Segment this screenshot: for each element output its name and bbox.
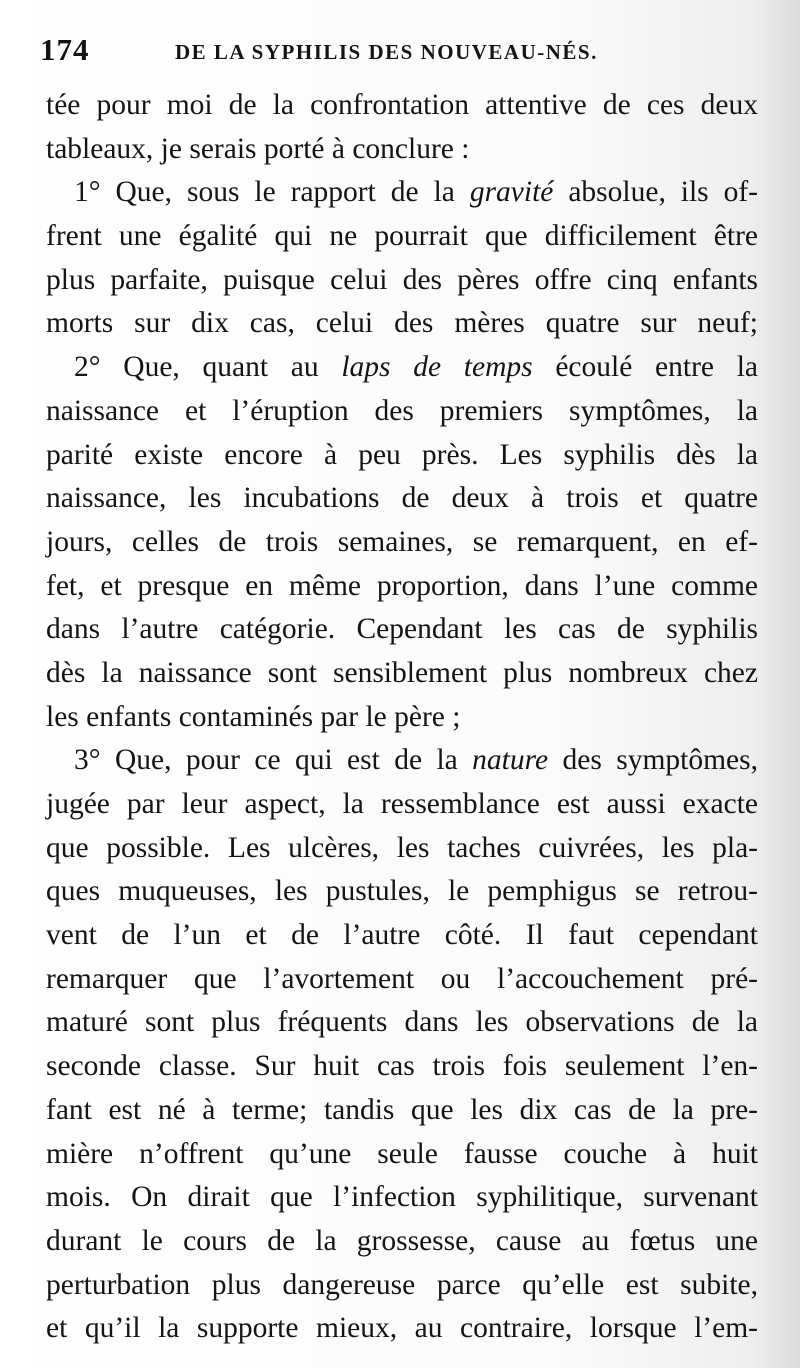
text-line xyxy=(46,827,758,871)
text-segment: écoulé entre la xyxy=(532,351,758,384)
text-segment: parité existe encore à peu près. Les syphilis dès la xyxy=(46,438,758,471)
text-line xyxy=(46,652,758,696)
text-line xyxy=(46,390,758,434)
text-segment: perturbation plus dangereuse parce qu’elle est subite, xyxy=(46,1268,758,1301)
text-line xyxy=(46,1133,758,1177)
text-segment: remarquer que l’avortement ou l’accouchement pré- xyxy=(46,962,758,995)
text-line xyxy=(46,346,758,390)
text-line xyxy=(46,302,758,346)
text-line-content xyxy=(46,565,758,609)
text-segment: frent une égalité qui ne pourrait que difficilement être xyxy=(46,220,758,253)
text-segment: durant le cours de la grossesse, cause au fœtus une xyxy=(46,1224,758,1257)
text-segment: mière n’offrent qu’une seule fausse couche à huit xyxy=(46,1137,758,1170)
text-line xyxy=(46,215,758,259)
text-line-content xyxy=(74,171,758,215)
text-segment: 1° Que, sous le rapport de la xyxy=(74,176,470,209)
text-line-content xyxy=(46,390,758,434)
text-line-content xyxy=(46,302,758,346)
text-line-content xyxy=(46,434,758,478)
text-line xyxy=(46,259,758,303)
running-head xyxy=(40,28,760,76)
text-line xyxy=(46,608,758,652)
text-line-content xyxy=(46,521,758,565)
text-line xyxy=(46,870,758,914)
text-segment: des symptômes, xyxy=(548,744,758,777)
text-segment: 2° Que, quant au xyxy=(74,351,342,384)
text-segment: dès la naissance sont sensiblement plus nombreux chez xyxy=(46,656,758,689)
text-line-content xyxy=(46,1089,758,1133)
text-line xyxy=(46,128,758,172)
text-line xyxy=(46,171,758,215)
text-line xyxy=(46,914,758,958)
text-segment: dans l’autre catégorie. Cependant les cas de syphilis xyxy=(46,613,758,646)
text-line-content xyxy=(46,1133,758,1177)
text-line xyxy=(46,783,758,827)
text-segment: fet, et presque en même proportion, dans l’une comme xyxy=(46,569,758,602)
text-segment: fant est né à terme; tandis que les dix cas de la pre- xyxy=(46,1093,758,1126)
text-line xyxy=(46,1220,758,1264)
text-segment: absolue, ils of- xyxy=(553,176,758,209)
text-segment: mois. On dirait que l’infection syphilitique, survenant xyxy=(46,1181,758,1214)
text-line xyxy=(46,565,758,609)
text-segment: jugée par leur aspect, la ressemblance est aussi exacte xyxy=(46,788,758,820)
text-segment: tableaux, je serais porté à conclure : xyxy=(46,132,470,165)
text-line-content xyxy=(46,1307,758,1351)
text-segment: vent de l’un et de l’autre côté. Il faut cependant xyxy=(46,919,758,952)
text-segment: naissance, les incubations de deux à trois et quatre xyxy=(46,482,758,515)
text-line-content xyxy=(46,1045,758,1089)
text-line-content xyxy=(46,914,758,958)
text-segment: seconde classe. Sur huit cas trois fois seulement l’en- xyxy=(46,1050,758,1083)
text-line xyxy=(46,1307,758,1351)
text-line xyxy=(46,1089,758,1133)
text-segment: morts sur dix cas, celui des mères quatre sur neuf; xyxy=(46,307,758,340)
text-line-content xyxy=(46,477,758,521)
text-line-content xyxy=(74,346,758,390)
text-line-content xyxy=(46,1220,758,1264)
text-line-content xyxy=(46,1264,758,1308)
text-segment: jours, celles de trois semaines, se remarquent, en ef- xyxy=(46,525,758,558)
italic-term: laps de temps xyxy=(341,351,533,384)
page-number: 174 xyxy=(40,32,90,67)
text-line-content xyxy=(46,652,758,696)
text-line-content xyxy=(46,128,758,172)
text-line xyxy=(46,477,758,521)
text-line xyxy=(46,958,758,1002)
text-line xyxy=(46,739,758,783)
text-line xyxy=(46,434,758,478)
text-segment: et qu’il la supporte mieux, au contraire, lorsque l’em- xyxy=(46,1312,758,1345)
text-line-content xyxy=(46,827,758,871)
text-line-content xyxy=(46,783,758,827)
text-line xyxy=(46,1176,758,1220)
text-segment: ques muqueuses, les pustules, le pemphigus se retrou- xyxy=(46,875,758,908)
text-line xyxy=(46,1264,758,1308)
text-segment: les enfants contaminés par le père ; xyxy=(46,700,461,733)
text-line-content xyxy=(46,1001,758,1045)
text-segment: 3° Que, pour ce qui est de la xyxy=(74,744,473,777)
text-line-content xyxy=(46,608,758,652)
text-line xyxy=(46,521,758,565)
text-line-content xyxy=(46,259,758,303)
italic-term: nature xyxy=(472,744,549,777)
text-segment: maturé sont plus fréquents dans les observations de la xyxy=(46,1006,758,1039)
text-line-content xyxy=(74,739,758,783)
text-segment: plus parfaite, puisque celui des pères offre cinq enfants xyxy=(46,263,758,296)
text-segment: tée pour moi de la confrontation attentive de ces deux xyxy=(46,89,758,121)
italic-term: gravité xyxy=(469,176,554,209)
text-line-content xyxy=(46,1176,758,1220)
text-line-content xyxy=(46,215,758,259)
text-segment: naissance et l’éruption des premiers symptômes, la xyxy=(46,394,758,427)
text-line xyxy=(46,1001,758,1045)
text-line-content xyxy=(46,870,758,914)
text-line-content xyxy=(46,958,758,1002)
text-line xyxy=(46,1045,758,1089)
text-line-content xyxy=(46,84,758,128)
body-text xyxy=(46,84,758,1351)
text-line-content xyxy=(46,696,758,740)
running-title: DE LA SYPHILIS DES NOUVEAU-NÉS. xyxy=(175,40,598,64)
text-line xyxy=(46,84,758,128)
text-segment: que possible. Les ulcères, les taches cuivrées, les pla- xyxy=(46,831,758,864)
text-line xyxy=(46,696,758,740)
